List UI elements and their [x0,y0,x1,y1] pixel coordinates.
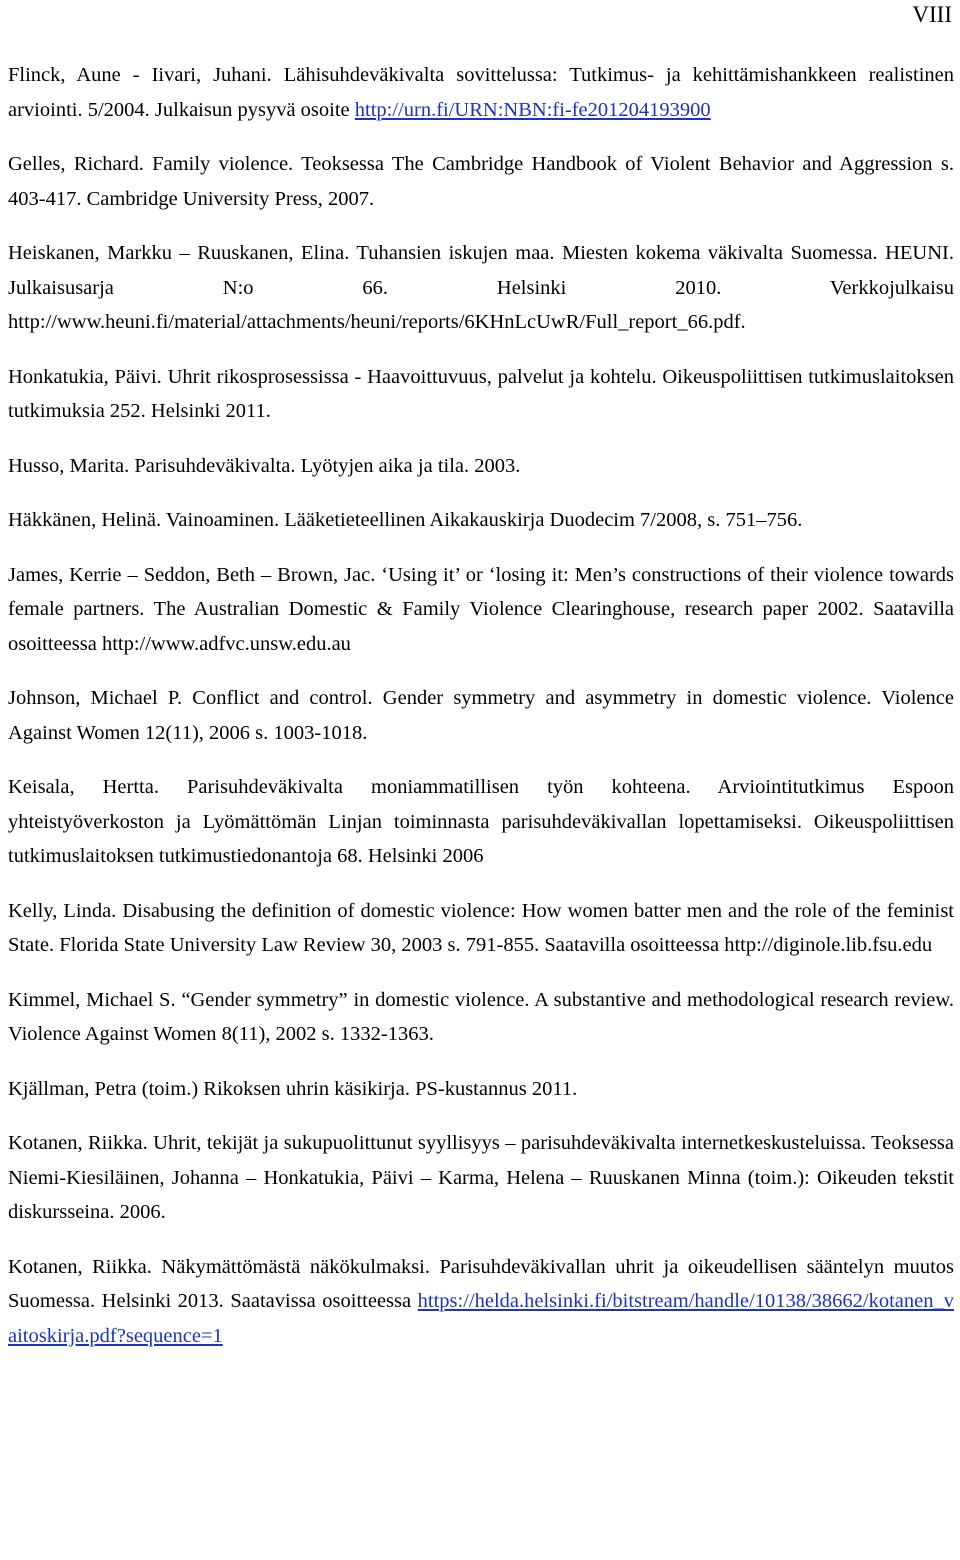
reference-entry [8,558,954,662]
reference-list [8,58,954,1373]
reference-text: Heiskanen, Markku – Ruuskanen, Elina. Tuhansien iskujen maa. Miesten kokema väkivalta Suomessa. HEUNI. Julkaisusarja N:o 66. Helsinki 2010. Verkkojulkaisu http://www.heuni.fi/material/attachments/heuni/reports/6KHnLcUwR/Full_report_66.pdf. [8,242,954,333]
reference-entry [8,770,954,874]
reference-link[interactable]: http://urn.fi/URN:NBN:fi-fe201204193900 [354,98,711,121]
reference-entry [8,1126,954,1230]
reference-text: Kelly, Linda. Disabusing the definition of domestic violence: How women batter men and the role of the feminist State. Florida State University Law Review 30, 2003 s. 791-855. Saatavilla osoitteessa http://diginole.lib.fsu.edu [8,899,954,956]
reference-text: Kotanen, Riikka. Näkymättömästä näkökulmaksi. Parisuhdeväkivallan uhrit ja oikeudellisen sääntelyn muutos Suomessa. Helsinki 2013. Saatavissa osoitteessa [8,1255,954,1312]
reference-entry [8,360,954,429]
reference-link[interactable]: https://helda.helsinki.fi/bitstream/handle/10138/38662/kotanen_vaitoskirja.pdf?sequence=1 [8,1290,954,1347]
reference-entry [8,1072,954,1107]
reference-entry [8,236,954,340]
reference-entry [8,983,954,1052]
page-number: VIII [912,2,952,27]
reference-text: Johnson, Michael P. Conflict and control. Gender symmetry and asymmetry in domestic violence. Violence Against Women 12(11), 2006 s. 1003-1018. [8,687,954,744]
reference-text: Flinck, Aune - Iivari, Juhani. Lähisuhdeväkivalta sovittelussa: Tutkimus- ja kehittämishankkeen realistinen arviointi. 5/2004. Julkaisun pysyvä osoite [8,64,954,121]
reference-entry [8,894,954,963]
reference-text: James, Kerrie – Seddon, Beth – Brown, Jac. ‘Using it’ or ‘losing it: Men’s constructions of their violence towards female partners. The Australian Domestic & Family Violence Clearinghouse, research paper 2002. Saatavilla osoitteessa http://www.adfvc.unsw.edu.au [8,563,954,655]
reference-text: Kotanen, Riikka. Uhrit, tekijät ja sukupuolittunut syyllisyys – parisuhdeväkivalta internetkeskusteluissa. Teoksessa Niemi-Kiesiläinen, Johanna – Honkatukia, Päivi – Karma, Helena – Ruuskanen Minna (toim.): Oikeuden tekstit diskursseina. 2006. [8,1132,954,1223]
reference-text: Kjällman, Petra (toim.) Rikoksen uhrin käsikirja. PS-kustannus 2011. [8,1077,578,1100]
reference-text: Husso, Marita. Parisuhdeväkivalta. Lyötyjen aika ja tila. 2003. [8,454,521,477]
reference-entry [8,147,954,216]
reference-text: Honkatukia, Päivi. Uhrit rikosprosessissa - Haavoittuvuus, palvelut ja kohtelu. Oikeuspoliittisen tutkimuslaitoksen tutkimuksia 252. Helsinki 2011. [8,365,954,422]
reference-entry [8,681,954,750]
reference-text: Häkkänen, Helinä. Vainoaminen. Lääketieteellinen Aikakauskirja Duodecim 7/2008, s. 751–756. [8,509,803,531]
reference-entry [8,58,954,127]
reference-entry [8,1250,954,1354]
reference-text: Gelles, Richard. Family violence. Teoksessa The Cambridge Handbook of Violent Behavior and Aggression s. 403-417. Cambridge University Press, 2007. [8,153,954,210]
reference-entry [8,449,954,484]
reference-text: Keisala, Hertta. Parisuhdeväkivalta moniammatillisen työn kohteena. Arviointitutkimus Espoon yhteistyöverkoston ja Lyömättömän Linjan toiminnasta parisuhdeväkivallan lopettamiseksi. Oikeuspoliittisen tutkimuslaitoksen tutkimustiedonantoja 68. Helsinki 2006 [8,776,954,867]
reference-text: Kimmel, Michael S. “Gender symmetry” in domestic violence. A substantive and methodological research review. Violence Against Women 8(11), 2002 s. 1332-1363. [8,988,954,1045]
reference-entry [8,503,954,538]
